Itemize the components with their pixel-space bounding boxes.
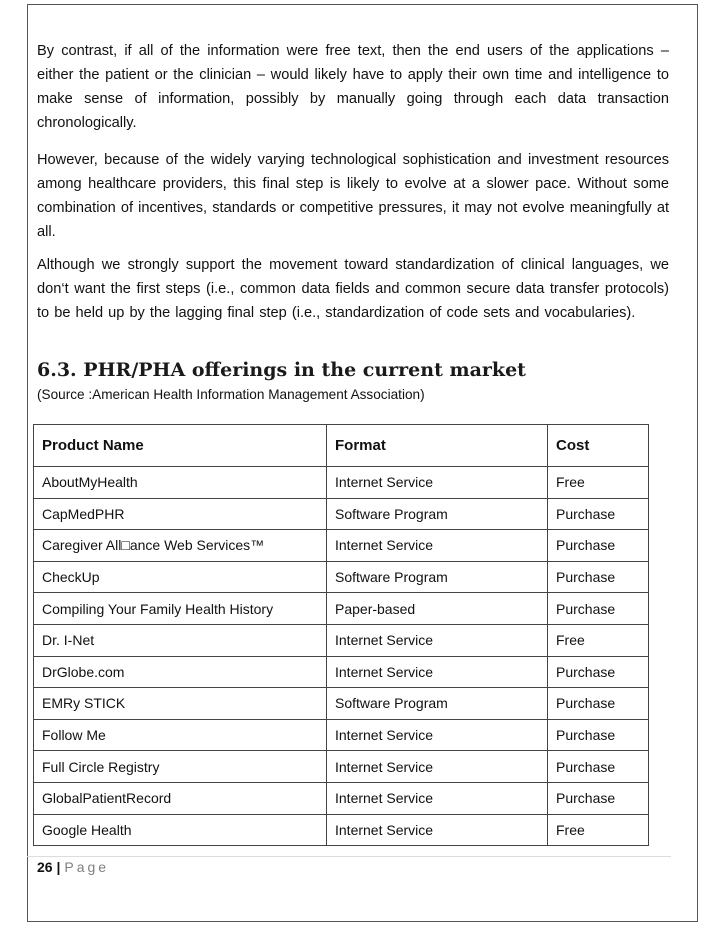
footer-divider <box>27 856 671 857</box>
header-cost: Cost <box>548 425 649 467</box>
cell-format: Internet Service <box>327 656 548 688</box>
paragraph-sophistication: However, because of the widely varying technological sophistication and investment resources among healthcare providers, this final step is likely to evolve at a slower pace. Without some combination of incentives, standards or competitive pressures, it may not evolve meaningfully at all. <box>37 152 669 240</box>
cell-product: Dr. I-Net <box>34 624 327 656</box>
cell-cost: Free <box>548 624 649 656</box>
cell-cost: Purchase <box>548 561 649 593</box>
cell-product: CheckUp <box>34 561 327 593</box>
cell-product: Caregiver All□ance Web Services™ <box>34 530 327 562</box>
cell-format: Internet Service <box>327 814 548 846</box>
cell-product: GlobalPatientRecord <box>34 782 327 814</box>
table-row <box>34 656 649 688</box>
footer-separator: | <box>56 859 61 875</box>
table-row <box>34 530 649 562</box>
table-row <box>34 593 649 625</box>
cell-cost: Purchase <box>548 593 649 625</box>
cell-format: Software Program <box>327 561 548 593</box>
cell-cost: Free <box>548 814 649 846</box>
cell-format: Paper-based <box>327 593 548 625</box>
page-number: 26 <box>37 859 53 875</box>
cell-format: Internet Service <box>327 467 548 499</box>
cell-product: DrGlobe.com <box>34 656 327 688</box>
cell-format: Internet Service <box>327 624 548 656</box>
cell-format: Internet Service <box>327 782 548 814</box>
cell-format: Internet Service <box>327 530 548 562</box>
page-footer <box>37 859 109 875</box>
cell-cost: Purchase <box>548 751 649 783</box>
phr-offerings-table <box>33 424 649 846</box>
page-label: Page <box>64 859 110 875</box>
section-heading: 6.3. PHR/PHA offerings in the current market <box>37 359 526 381</box>
cell-format: Software Program <box>327 688 548 720</box>
cell-cost: Purchase <box>548 530 649 562</box>
table-row <box>34 561 649 593</box>
cell-product: Follow Me <box>34 719 327 751</box>
table-row <box>34 814 649 846</box>
cell-format: Internet Service <box>327 751 548 783</box>
cell-product: Compiling Your Family Health History <box>34 593 327 625</box>
cell-product: Full Circle Registry <box>34 751 327 783</box>
cell-format: Internet Service <box>327 719 548 751</box>
header-product-name: Product Name <box>34 425 327 467</box>
source-note: (Source :American Health Information Management Association) <box>37 387 425 402</box>
cell-cost: Purchase <box>548 688 649 720</box>
table-row <box>34 751 649 783</box>
cell-product: EMRy STICK <box>34 688 327 720</box>
paragraph-free-text: By contrast, if all of the information were free text, then the end users of the applications – either the patient or the clinician – would likely have to apply their own time and intelligence to make sense of information, possibly by manually going through each data transaction chronologically. <box>37 43 669 131</box>
header-format: Format <box>327 425 548 467</box>
cell-cost: Purchase <box>548 656 649 688</box>
cell-product: CapMedPHR <box>34 498 327 530</box>
table-row <box>34 467 649 499</box>
table-row <box>34 688 649 720</box>
table-row <box>34 624 649 656</box>
cell-product: AboutMyHealth <box>34 467 327 499</box>
cell-cost: Free <box>548 467 649 499</box>
cell-format: Software Program <box>327 498 548 530</box>
cell-cost: Purchase <box>548 498 649 530</box>
paragraph-standardization: Although we strongly support the movement toward standardization of clinical languages, we don‘t want the first steps (i.e., common data fields and common secure data transfer protocols) to be held up by the lagging final step (i.e., standardization of code sets and vocabularies). <box>37 257 669 321</box>
cell-cost: Purchase <box>548 719 649 751</box>
table-row <box>34 498 649 530</box>
cell-product: Google Health <box>34 814 327 846</box>
table-row <box>34 719 649 751</box>
table-header-row <box>34 425 649 467</box>
table-row <box>34 782 649 814</box>
cell-cost: Purchase <box>548 782 649 814</box>
